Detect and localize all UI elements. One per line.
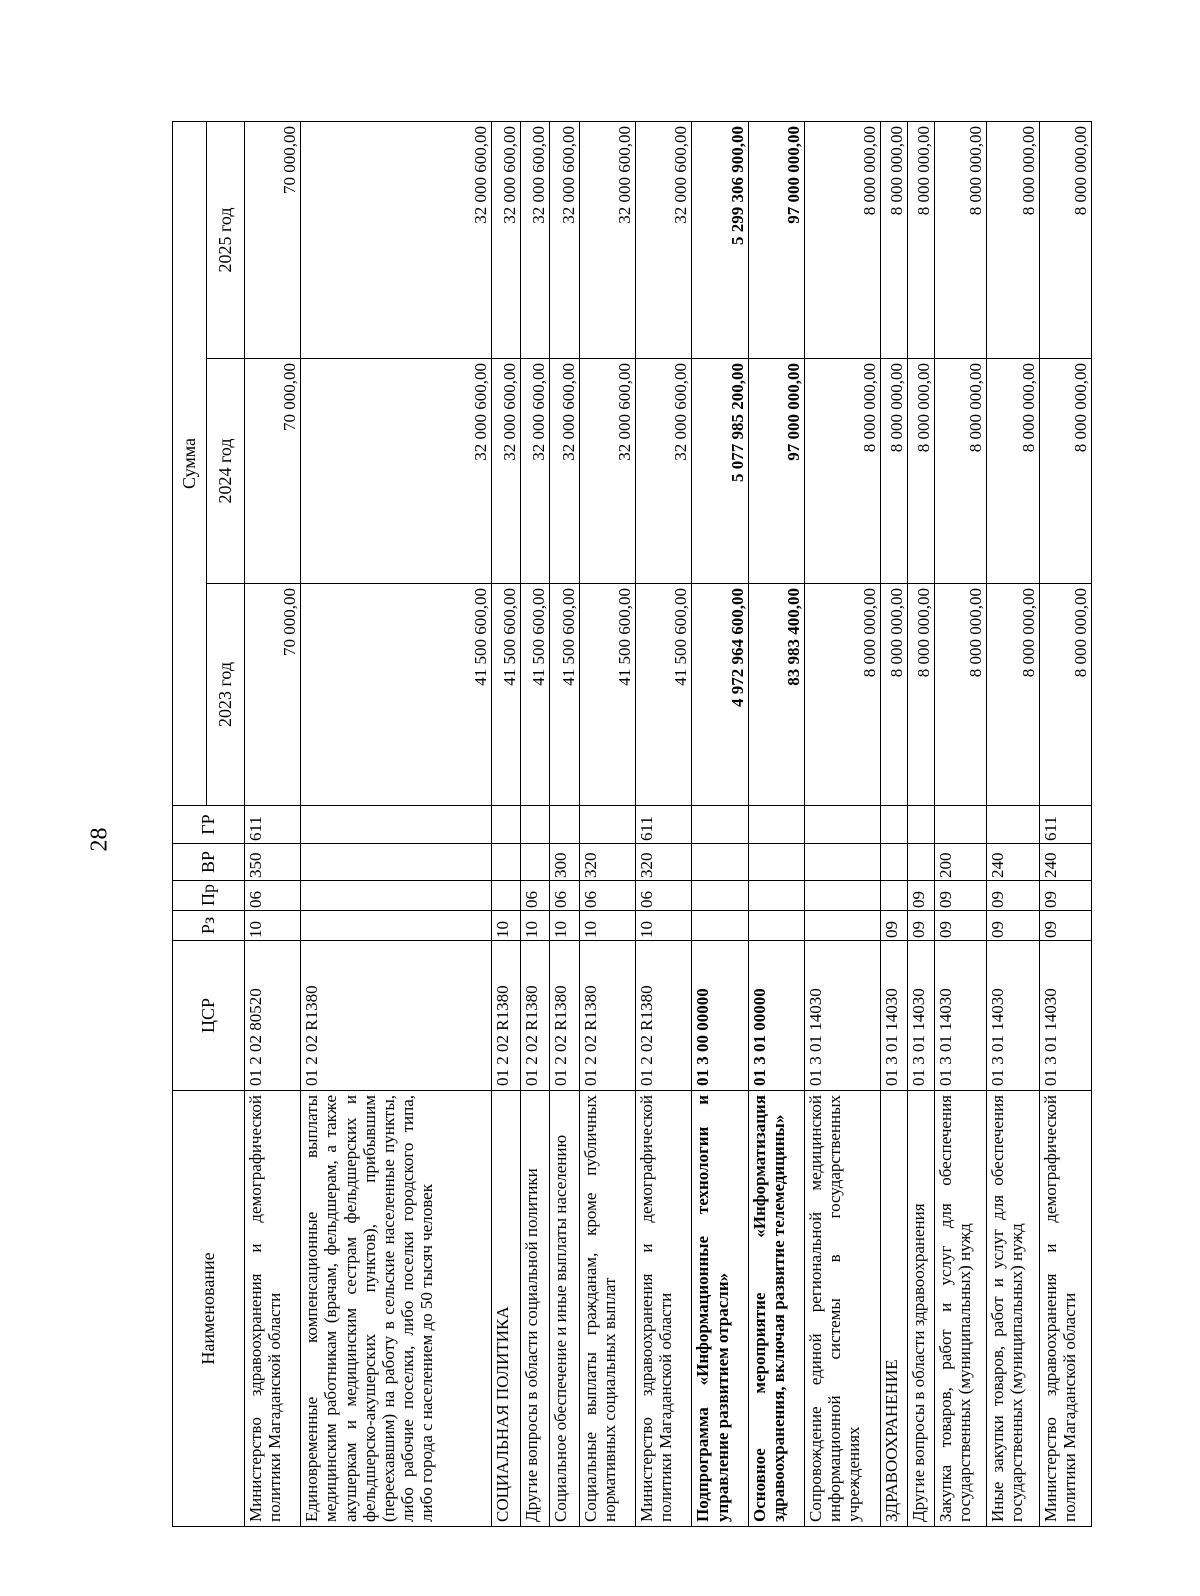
page-number: 28 <box>86 827 113 852</box>
row-pr <box>692 881 748 911</box>
row-amount-2023: 8 000 000,00 <box>880 584 907 806</box>
row-pr: 06 <box>550 881 579 911</box>
row-amount-2025: 32 000 600,00 <box>521 121 550 358</box>
row-name: Министерство здравоохранения и демографической политики Магаданской области <box>1039 1091 1091 1527</box>
row-rz: 10 <box>636 911 692 941</box>
row-amount-2023: 41 500 600,00 <box>301 584 491 806</box>
row-pr <box>748 881 804 911</box>
table-row <box>521 121 550 1526</box>
table-row <box>636 121 692 1526</box>
header-2025: 2025 год <box>207 121 245 358</box>
row-amount-2024: 97 000 000,00 <box>748 359 804 584</box>
row-vr: 240 <box>1039 844 1091 881</box>
row-rz: 09 <box>987 911 1039 941</box>
row-amount-2023: 41 500 600,00 <box>579 584 635 806</box>
header-name: Наименование <box>173 1091 245 1527</box>
row-vr: 200 <box>935 844 987 881</box>
row-amount-2024: 32 000 600,00 <box>301 359 491 584</box>
header-csr: ЦСР <box>173 941 245 1091</box>
row-vr <box>692 844 748 881</box>
row-name: Единовременные компенсационные выплаты медицинским работникам (врачам, фельдшерам, а также акушеркам и медицинским сестрам фельдшерских и фельдшерско-акушерских пунктов), прибывшим (переехавшим) на работу в сельские населенные пункты, либо рабочие поселки, либо поселки городского типа, либо города с населением до 50 тысяч человек <box>301 1091 491 1527</box>
row-pr <box>301 881 491 911</box>
header-sum: Сумма <box>173 121 207 805</box>
row-csr: 01 2 02 R1380 <box>491 941 520 1091</box>
row-rz <box>805 911 880 941</box>
row-name: Социальное обеспечение и иные выплаты населению <box>550 1091 579 1527</box>
row-rz: 09 <box>935 911 987 941</box>
row-rz: 10 <box>491 911 520 941</box>
row-gr: 611 <box>636 806 692 844</box>
header-gr: ГР <box>173 806 245 844</box>
table-row <box>301 121 491 1526</box>
budget-table-rotated <box>172 122 1092 1527</box>
row-rz: 10 <box>245 911 301 941</box>
row-pr: 06 <box>636 881 692 911</box>
row-gr <box>987 806 1039 844</box>
row-csr: 01 3 01 14030 <box>805 941 880 1091</box>
row-gr <box>579 806 635 844</box>
table-row <box>1039 121 1091 1526</box>
row-amount-2023: 8 000 000,00 <box>907 584 934 806</box>
row-csr: 01 2 02 R1380 <box>521 941 550 1091</box>
row-rz: 09 <box>1039 911 1091 941</box>
row-amount-2023: 8 000 000,00 <box>987 584 1039 806</box>
row-amount-2025: 97 000 000,00 <box>748 121 804 358</box>
row-name: Основное мероприятие «Информатизация здравоохранения, включая развитие телемедицины» <box>748 1091 804 1527</box>
row-csr: 01 3 01 00000 <box>748 941 804 1091</box>
row-amount-2023: 8 000 000,00 <box>1039 584 1091 806</box>
row-name: Другие вопросы в области социальной политики <box>521 1091 550 1527</box>
row-amount-2025: 8 000 000,00 <box>907 121 934 358</box>
table-row <box>579 121 635 1526</box>
row-csr: 01 2 02 R1380 <box>636 941 692 1091</box>
row-amount-2024: 32 000 600,00 <box>636 359 692 584</box>
row-rz <box>301 911 491 941</box>
header-vr: ВР <box>173 844 245 881</box>
row-rz: 09 <box>907 911 934 941</box>
row-amount-2024: 8 000 000,00 <box>987 359 1039 584</box>
table-row <box>245 121 301 1526</box>
row-amount-2024: 70 000,00 <box>245 359 301 584</box>
row-amount-2024: 8 000 000,00 <box>1039 359 1091 584</box>
row-gr <box>935 806 987 844</box>
header-2024: 2024 год <box>207 359 245 584</box>
row-amount-2024: 8 000 000,00 <box>880 359 907 584</box>
row-amount-2025: 5 299 306 900,00 <box>692 121 748 358</box>
row-amount-2023: 41 500 600,00 <box>521 584 550 806</box>
row-amount-2024: 8 000 000,00 <box>805 359 880 584</box>
row-gr <box>550 806 579 844</box>
row-vr <box>301 844 491 881</box>
row-amount-2024: 8 000 000,00 <box>935 359 987 584</box>
row-gr <box>748 806 804 844</box>
row-csr: 01 3 01 14030 <box>987 941 1039 1091</box>
row-name: Иные закупки товаров, работ и услуг для обеспечения государственных (муниципальных) нужд <box>987 1091 1039 1527</box>
row-pr <box>491 881 520 911</box>
row-csr: 01 2 02 80520 <box>245 941 301 1091</box>
row-rz <box>748 911 804 941</box>
table-row <box>550 121 579 1526</box>
row-gr: 611 <box>1039 806 1091 844</box>
row-gr <box>692 806 748 844</box>
row-pr: 06 <box>579 881 635 911</box>
row-amount-2025: 32 000 600,00 <box>301 121 491 358</box>
row-amount-2024: 32 000 600,00 <box>550 359 579 584</box>
row-csr: 01 3 01 14030 <box>880 941 907 1091</box>
row-amount-2024: 32 000 600,00 <box>491 359 520 584</box>
row-name: Закупка товаров, работ и услуг для обеспечения государственных (муниципальных) нужд <box>935 1091 987 1527</box>
row-amount-2023: 41 500 600,00 <box>491 584 520 806</box>
row-name: Подпрограмма «Информационные технологии и управление развитием отрасли» <box>692 1091 748 1527</box>
row-gr <box>521 806 550 844</box>
row-amount-2025: 32 000 600,00 <box>491 121 520 358</box>
row-amount-2025: 8 000 000,00 <box>1039 121 1091 358</box>
row-amount-2025: 70 000,00 <box>245 121 301 358</box>
row-vr <box>907 844 934 881</box>
row-rz: 10 <box>521 911 550 941</box>
row-rz: 10 <box>550 911 579 941</box>
header-2023: 2023 год <box>207 584 245 806</box>
row-amount-2023: 4 972 964 600,00 <box>692 584 748 806</box>
row-name: Другие вопросы в области здравоохранения <box>907 1091 934 1527</box>
header-pr: Пр <box>173 881 245 911</box>
row-amount-2025: 8 000 000,00 <box>805 121 880 358</box>
row-amount-2025: 8 000 000,00 <box>987 121 1039 358</box>
row-csr: 01 3 01 14030 <box>935 941 987 1091</box>
row-vr: 320 <box>636 844 692 881</box>
row-name: Сопровождение единой региональной медицинской информационной системы в государственных учреждениях <box>805 1091 880 1527</box>
row-vr <box>748 844 804 881</box>
budget-table <box>172 121 1092 1527</box>
row-gr <box>907 806 934 844</box>
row-gr: 611 <box>245 806 301 844</box>
table-row <box>880 121 907 1526</box>
row-csr: 01 2 02 R1380 <box>301 941 491 1091</box>
row-amount-2023: 41 500 600,00 <box>550 584 579 806</box>
table-row <box>987 121 1039 1526</box>
row-pr <box>880 881 907 911</box>
row-pr <box>805 881 880 911</box>
row-name: Министерство здравоохранения и демографической политики Магаданской области <box>245 1091 301 1527</box>
header-rz: Рз <box>173 911 245 941</box>
table-row <box>805 121 880 1526</box>
row-name: Министерство здравоохранения и демографической политики Магаданской области <box>636 1091 692 1527</box>
row-gr <box>880 806 907 844</box>
row-vr <box>880 844 907 881</box>
row-csr: 01 3 00 00000 <box>692 941 748 1091</box>
row-vr: 240 <box>987 844 1039 881</box>
row-rz: 10 <box>579 911 635 941</box>
row-name: Социальные выплаты гражданам, кроме публичных нормативных социальных выплат <box>579 1091 635 1527</box>
row-vr: 300 <box>550 844 579 881</box>
row-amount-2024: 32 000 600,00 <box>521 359 550 584</box>
row-vr <box>805 844 880 881</box>
row-csr: 01 2 02 R1380 <box>579 941 635 1091</box>
row-pr: 06 <box>245 881 301 911</box>
table-row <box>748 121 804 1526</box>
row-amount-2025: 32 000 600,00 <box>550 121 579 358</box>
row-amount-2024: 32 000 600,00 <box>579 359 635 584</box>
row-amount-2023: 83 983 400,00 <box>748 584 804 806</box>
row-vr: 350 <box>245 844 301 881</box>
row-pr: 09 <box>1039 881 1091 911</box>
row-vr <box>521 844 550 881</box>
row-amount-2024: 8 000 000,00 <box>907 359 934 584</box>
row-amount-2024: 5 077 985 200,00 <box>692 359 748 584</box>
table-row <box>491 121 520 1526</box>
row-pr: 09 <box>987 881 1039 911</box>
table-row <box>907 121 934 1526</box>
row-pr: 06 <box>521 881 550 911</box>
row-rz <box>692 911 748 941</box>
row-rz: 09 <box>880 911 907 941</box>
row-name: ЗДРАВООХРАНЕНИЕ <box>880 1091 907 1527</box>
row-pr: 09 <box>907 881 934 911</box>
row-amount-2025: 8 000 000,00 <box>935 121 987 358</box>
row-csr: 01 3 01 14030 <box>907 941 934 1091</box>
row-vr: 320 <box>579 844 635 881</box>
row-amount-2023: 8 000 000,00 <box>935 584 987 806</box>
row-vr <box>491 844 520 881</box>
row-amount-2023: 41 500 600,00 <box>636 584 692 806</box>
row-gr <box>301 806 491 844</box>
row-csr: 01 3 01 14030 <box>1039 941 1091 1091</box>
table-row <box>935 121 987 1526</box>
header-row-1 <box>173 121 207 1526</box>
row-amount-2025: 32 000 600,00 <box>636 121 692 358</box>
table-row <box>692 121 748 1526</box>
row-amount-2023: 8 000 000,00 <box>805 584 880 806</box>
row-name: СОЦИАЛЬНАЯ ПОЛИТИКА <box>491 1091 520 1527</box>
row-gr <box>491 806 520 844</box>
row-amount-2023: 70 000,00 <box>245 584 301 806</box>
row-pr: 09 <box>935 881 987 911</box>
row-gr <box>805 806 880 844</box>
row-csr: 01 2 02 R1380 <box>550 941 579 1091</box>
row-amount-2025: 8 000 000,00 <box>880 121 907 358</box>
row-amount-2025: 32 000 600,00 <box>579 121 635 358</box>
